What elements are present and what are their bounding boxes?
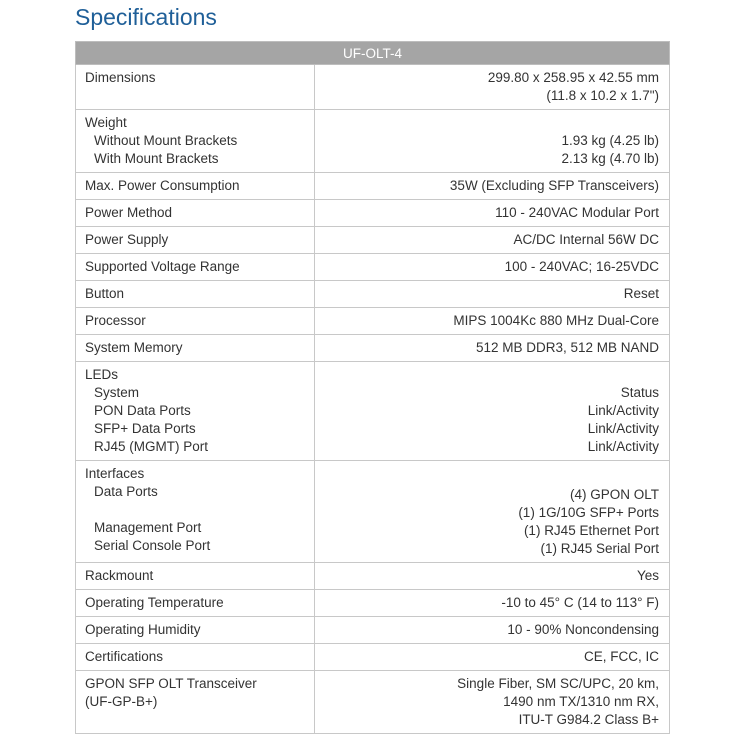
spec-row	[76, 671, 670, 734]
spec-value-line: (11.8 x 10.2 x 1.7")	[546, 88, 659, 103]
spec-value-line: (1) RJ45 Serial Port	[540, 541, 659, 556]
spec-label-line: SFP+ Data Ports	[94, 421, 196, 436]
spec-label	[76, 617, 315, 644]
spec-label-line: Power Method	[85, 205, 173, 220]
spec-value	[315, 461, 670, 563]
spec-value-line: 100 - 240VAC; 16-25VDC	[504, 259, 659, 274]
spec-label-line: Supported Voltage Range	[85, 259, 240, 274]
spec-value-line	[324, 114, 659, 132]
spec-label-line: System Memory	[85, 340, 183, 355]
spec-value	[315, 335, 670, 362]
spec-label	[76, 173, 315, 200]
spec-value-line	[324, 366, 659, 384]
spec-label-line	[85, 501, 304, 519]
spec-value	[315, 227, 670, 254]
spec-value-line: AC/DC Internal 56W DC	[513, 232, 659, 247]
spec-label	[76, 308, 315, 335]
spec-label-line: Certifications	[85, 649, 164, 664]
spec-value-line: -10 to 45° C (14 to 113° F)	[501, 595, 659, 610]
spec-label	[76, 644, 315, 671]
spec-value	[315, 563, 670, 590]
spec-label	[76, 461, 315, 563]
spec-value	[315, 590, 670, 617]
spec-label-line: With Mount Brackets	[94, 151, 219, 166]
spec-row	[76, 308, 670, 335]
spec-label-line: Interfaces	[85, 466, 145, 481]
spec-label-line: RJ45 (MGMT) Port	[94, 439, 209, 454]
spec-value-line: 110 - 240VAC Modular Port	[495, 205, 659, 220]
spec-row	[76, 644, 670, 671]
model-header: UF-OLT-4	[76, 42, 670, 65]
spec-row	[76, 461, 670, 563]
spec-value-line: 10 - 90% Noncondensing	[507, 622, 659, 637]
spec-value	[315, 362, 670, 461]
spec-row	[76, 200, 670, 227]
spec-row	[76, 590, 670, 617]
spec-label	[76, 281, 315, 308]
spec-label-line: System	[94, 385, 140, 400]
spec-value-line: Link/Activity	[587, 403, 659, 418]
spec-value-line: (1) RJ45 Ethernet Port	[523, 523, 659, 538]
spec-value	[315, 173, 670, 200]
spec-label-line: Button	[85, 286, 125, 301]
spec-value-line: MIPS 1004Kc 880 MHz Dual-Core	[453, 313, 659, 328]
spec-row	[76, 227, 670, 254]
spec-value	[315, 65, 670, 110]
spec-value	[315, 281, 670, 308]
spec-value	[315, 617, 670, 644]
spec-label-line: Dimensions	[85, 70, 156, 85]
spec-row	[76, 110, 670, 173]
spec-row	[76, 617, 670, 644]
spec-label	[76, 590, 315, 617]
spec-label	[76, 227, 315, 254]
spec-label-line: Power Supply	[85, 232, 169, 247]
spec-value-line: 35W (Excluding SFP Transceivers)	[449, 178, 659, 193]
spec-label-line: GPON SFP OLT Transceiver	[85, 676, 257, 691]
spec-value-line	[324, 468, 659, 486]
spec-label	[76, 671, 315, 734]
spec-value	[315, 254, 670, 281]
spec-value-line: Yes	[636, 568, 659, 583]
spec-row	[76, 281, 670, 308]
spec-label-line: Operating Temperature	[85, 595, 224, 610]
spec-value-line: Status	[620, 385, 659, 400]
spec-label-line: Serial Console Port	[94, 538, 211, 553]
spec-label-line: Rackmount	[85, 568, 154, 583]
spec-label-line: Processor	[85, 313, 146, 328]
spec-label-line: PON Data Ports	[94, 403, 191, 418]
spec-label	[76, 200, 315, 227]
spec-value	[315, 110, 670, 173]
spec-label-line: Without Mount Brackets	[94, 133, 238, 148]
spec-label	[76, 362, 315, 461]
spec-value	[315, 200, 670, 227]
spec-value-line: 1490 nm TX/1310 nm RX,	[503, 694, 659, 709]
spec-label-line: (UF-GP-B+)	[85, 694, 158, 709]
spec-label	[76, 563, 315, 590]
spec-label-line: Data Ports	[94, 484, 158, 499]
specifications-table	[75, 41, 670, 734]
spec-value	[315, 644, 670, 671]
spec-label	[76, 65, 315, 110]
spec-row	[76, 173, 670, 200]
spec-row	[76, 254, 670, 281]
spec-value-line: 2.13 kg (4.70 lb)	[561, 151, 659, 166]
spec-value-line: (1) 1G/10G SFP+ Ports	[518, 505, 659, 520]
spec-label	[76, 110, 315, 173]
spec-label-line: LEDs	[85, 367, 119, 382]
spec-label	[76, 335, 315, 362]
spec-row	[76, 65, 670, 110]
spec-row	[76, 362, 670, 461]
spec-value	[315, 308, 670, 335]
spec-row	[76, 563, 670, 590]
spec-value-line: Single Fiber, SM SC/UPC, 20 km,	[457, 676, 659, 691]
page-title: Specifications	[75, 4, 217, 30]
spec-value-line: Link/Activity	[587, 439, 659, 454]
spec-value	[315, 671, 670, 734]
spec-value-line: 512 MB DDR3, 512 MB NAND	[475, 340, 659, 355]
spec-label-line: Management Port	[94, 520, 202, 535]
spec-value-line: 1.93 kg (4.25 lb)	[561, 133, 659, 148]
spec-value-line: (4) GPON OLT	[569, 487, 659, 502]
spec-value-line: Reset	[623, 286, 659, 301]
spec-value-line: Link/Activity	[587, 421, 659, 436]
spec-value-line: 299.80 x 258.95 x 42.55 mm	[487, 70, 659, 85]
spec-value-line: CE, FCC, IC	[583, 649, 659, 664]
spec-value-line: ITU-T G984.2 Class B+	[518, 712, 659, 727]
spec-row	[76, 335, 670, 362]
spec-label	[76, 254, 315, 281]
spec-label-line: Weight	[85, 115, 127, 130]
spec-label-line: Operating Humidity	[85, 622, 201, 637]
spec-label-line: Max. Power Consumption	[85, 178, 240, 193]
